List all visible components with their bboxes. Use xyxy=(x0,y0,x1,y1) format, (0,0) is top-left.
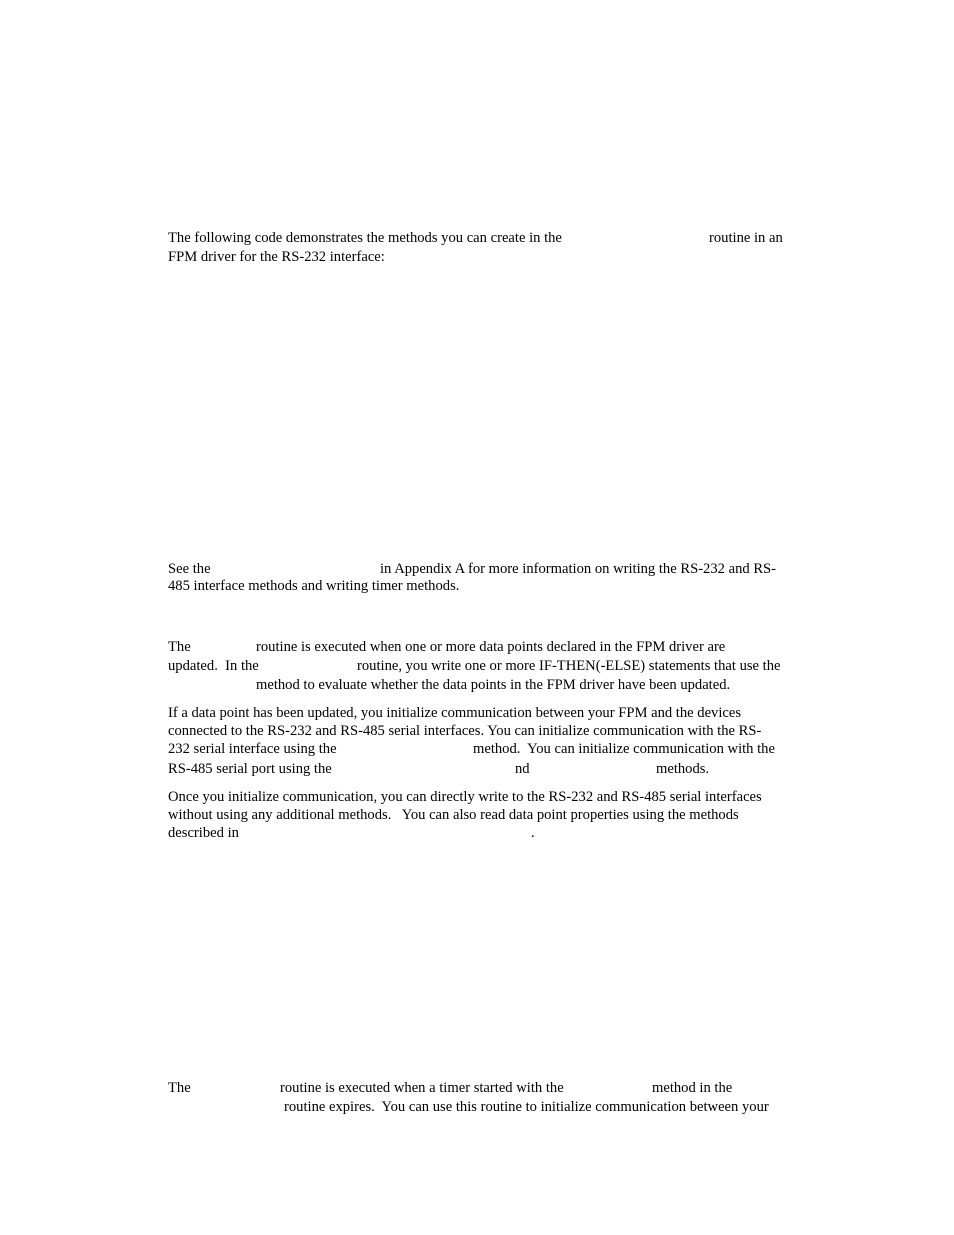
section3-p2-line2: connected to the RS-232 and RS-485 serial interfaces. You can initialize communication with the RS- xyxy=(168,723,762,739)
section2-line1-text-a: See the xyxy=(168,561,211,577)
section3-p3-line3-b: . xyxy=(531,825,535,841)
section3-p1-line2-a: updated. In the xyxy=(168,658,259,674)
section1-line1-text-a: The following code demonstrates the methods you can create in the xyxy=(168,230,562,246)
section4-line2: routine expires. You can use this routine to initialize communication between your xyxy=(284,1099,769,1115)
section2-line2-text: 485 interface methods and writing timer methods. xyxy=(168,578,460,594)
section3-p1-line2-b: routine, you write one or more IF-THEN(-ELSE) statements that use the xyxy=(357,658,781,674)
section3-p1-line3: method to evaluate whether the data points in the FPM driver have been updated. xyxy=(256,677,731,693)
section2-line1-text-b: in Appendix A for more information on writing the RS-232 and RS- xyxy=(380,561,777,577)
section3-p3-line2: without using any additional methods. You can also read data point properties using the methods xyxy=(168,807,739,823)
section1-line1-text-b: routine in an xyxy=(709,230,783,246)
section4-line1-b: routine is executed when a timer started with the xyxy=(280,1080,564,1096)
section3-p1-line1-b: routine is executed when one or more data points declared in the FPM driver are xyxy=(256,639,726,655)
section3-p3-line1: Once you initialize communication, you can directly write to the RS-232 and RS-485 serial interfaces xyxy=(168,789,762,805)
section3-p3-line3-a: described in xyxy=(168,825,239,841)
section3-p2-line4-c: methods. xyxy=(656,761,710,777)
section4-line1-a: The xyxy=(168,1080,191,1096)
section3-p2-line4-b: nd xyxy=(515,761,530,777)
section1-line2-text: FPM driver for the RS-232 interface: xyxy=(168,249,385,265)
section4-line1-c: method in the xyxy=(652,1080,733,1096)
section3-p2-line1: If a data point has been updated, you initialize communication between your FPM and the devices xyxy=(168,705,742,721)
section3-p2-line3-b: method. You can initialize communication with the xyxy=(473,741,775,757)
section3-p1-line1-a: The xyxy=(168,639,191,655)
section3-p2-line3-a: 232 serial interface using the xyxy=(168,741,337,757)
section3-p2-line4-a: RS-485 serial port using the xyxy=(168,761,332,777)
